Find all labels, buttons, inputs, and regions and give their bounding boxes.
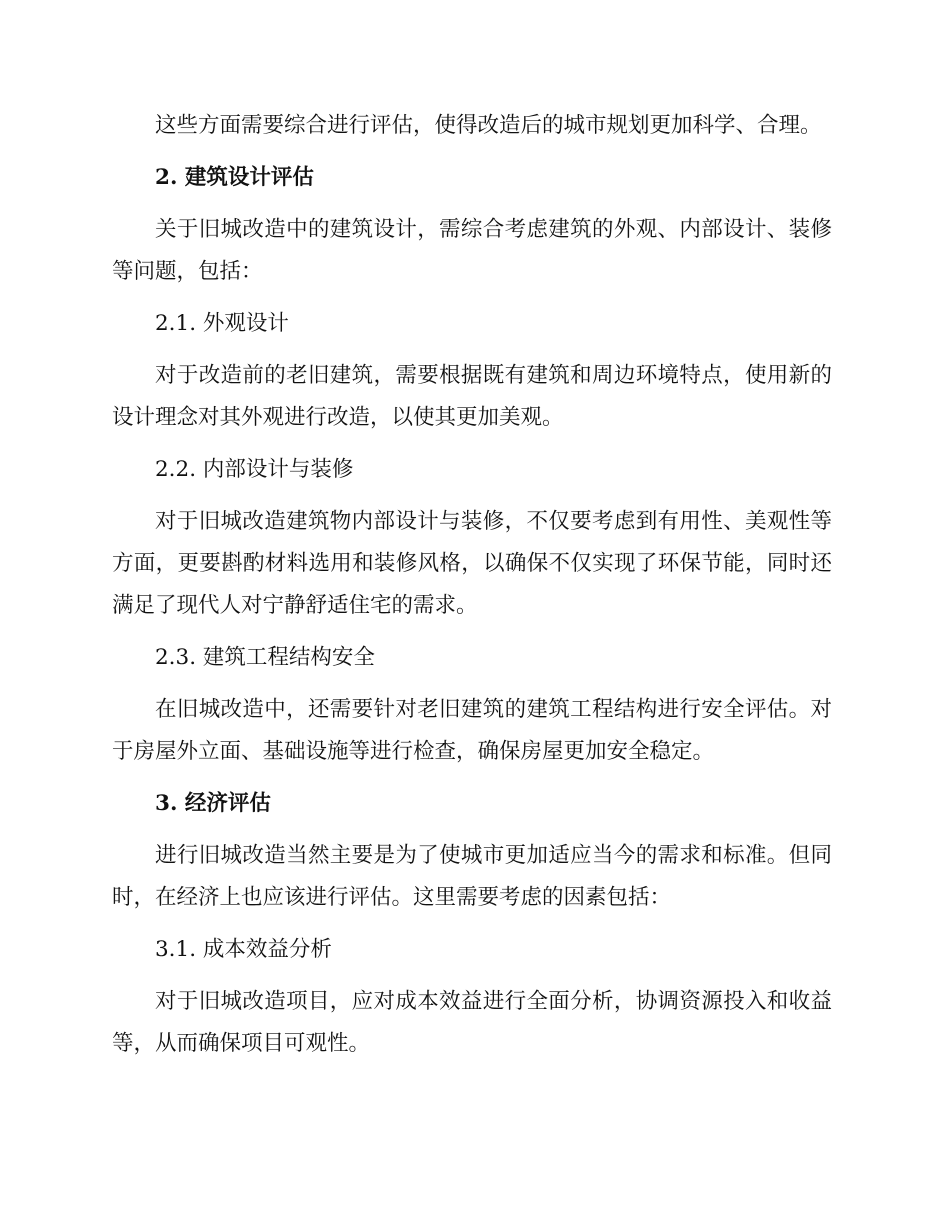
paragraph-planning-summary: 这些方面需要综合进行评估，使得改造后的城市规划更加科学、合理。 [155,113,822,138]
paragraph-interior: 对于旧城改造建筑物内部设计与装修，不仅要考虑到有用性、美观性等方面，更要斟酌材料选用和装修风格，以确保不仅实现了环保节能，同时还满足了现代人对宁静舒适住宅的需求。 [112,509,832,618]
subsection-heading-exterior: 2.1. 外观设计 [155,311,289,336]
paragraph-cost-benefit: 对于旧城改造项目，应对成本效益进行全面分析，协调资源投入和收益等，从而确保项目可观性。 [112,989,832,1056]
subsection-heading-interior: 2.2. 内部设计与装修 [155,457,354,482]
paragraph-architecture-intro: 关于旧城改造中的建筑设计，需综合考虑建筑的外观、内部设计、装修等问题，包括： [112,217,832,284]
paragraph-economic-intro: 进行旧城改造当然主要是为了使城市更加适应当今的需求和标准。但同时，在经济上也应该进行评估。这里需要考虑的因素包括： [112,843,832,910]
section-heading-economic: 3. 经济评估 [155,791,271,816]
subsection-heading-cost-benefit: 3.1. 成本效益分析 [155,937,332,962]
document-body [112,105,832,1075]
subsection-heading-structure: 2.3. 建筑工程结构安全 [155,645,375,670]
paragraph-exterior: 对于改造前的老旧建筑，需要根据既有建筑和周边环境特点，使用新的设计理念对其外观进行改造，以使其更加美观。 [112,363,832,430]
paragraph-structure: 在旧城改造中，还需要针对老旧建筑的建筑工程结构进行安全评估。对于房屋外立面、基础设施等进行检查，确保房屋更加安全稳定。 [112,697,832,764]
section-heading-architecture: 2. 建筑设计评估 [155,165,314,190]
